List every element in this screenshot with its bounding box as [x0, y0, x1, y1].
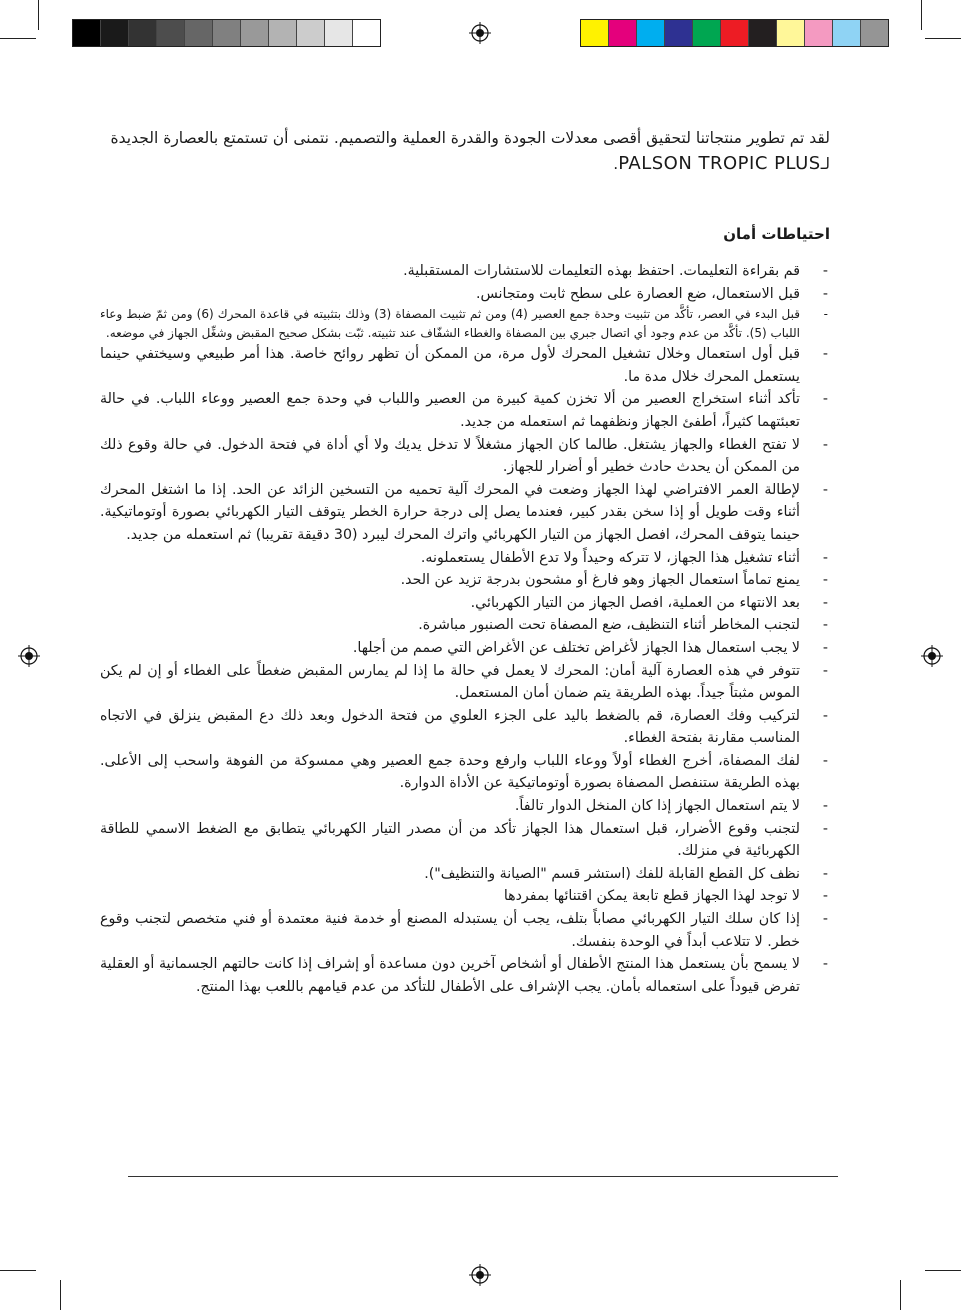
color-swatch: [665, 20, 693, 46]
registration-target-icon: [921, 645, 943, 667]
list-item: - أثناء تشغيل هذا الجهاز، لا تتركه وحيداً ولا تدع الأطفال يستعملونه.: [100, 547, 830, 570]
intro-paragraph: [100, 125, 830, 177]
list-item: - تأكد أثناء استخراج العصير من ألا تخزن كمية كبيرة من العصير واللباب في وحدة جمع العصير ووعاء اللباب. في حالة تعبئتهما كثيراً، أطفئ الجهاز ونظفهما ثم استعمله من جديد.: [100, 388, 830, 433]
gray-swatch: [73, 20, 101, 46]
gray-swatch: [241, 20, 269, 46]
list-item: - تتوفر في هذه العصارة آلية أمان: المحرك لا يعمل في حالة ما إذا لم يمارس المقبض ضغطاً على الغطاء أو إن لم يكن الموس مثبتاً جيداً. بهذه الطريقة يتم ضمان أمان المستعمل.: [100, 660, 830, 705]
gray-swatch: [269, 20, 297, 46]
list-item: - قم بقراءة التعليمات. احتفظ بهذه التعليمات للاستشارات المستقبلية.: [100, 260, 830, 283]
list-item: - قبل الاستعمال، ضع العصارة على سطح ثابت ومتجانس.: [100, 283, 830, 306]
gray-swatch: [101, 20, 129, 46]
list-item: - يمنع تماماً استعمال الجهاز وهو فارغ أو مشحون بدرجة تزيد عن الحد.: [100, 569, 830, 592]
gray-swatch: [325, 20, 353, 46]
gray-swatch: [353, 20, 380, 46]
crop-mark: [0, 1270, 36, 1271]
color-swatch: [693, 20, 721, 46]
gray-swatch: [213, 20, 241, 46]
process-color-bar: [580, 19, 889, 47]
registration-target-icon: [18, 645, 40, 667]
color-swatch: [637, 20, 665, 46]
list-item: - لتركيب وفك العصارة، قم بالضغط باليد على الجزء العلوي من فتحة الدخول وبعد ذلك دع المقبض ينزلق في الاتجاه المناسب مقارنة بفتحة الغطاء.: [100, 705, 830, 750]
color-swatch: [861, 20, 888, 46]
bottom-divider: [128, 1176, 838, 1177]
list-item: - لا يسمح بأن يستعمل هذا المنتج الأطفال أو أشخاص آخرين دون مساعدة أو إشراف إذا كانت حالتهم الجسمانية أو العقلية تفرض قيوداً على استعماله بأمان. يجب الإشراف على الأطفال للتأكد من عدم قيامهم باللعب بهذا المنتج.: [100, 953, 830, 998]
color-swatch: [609, 20, 637, 46]
color-swatch: [721, 20, 749, 46]
registration-target-icon: [469, 1264, 491, 1286]
list-item: - لتجنب المخاطر أثناء التنظيف، ضع المصفاة تحت الصنبور مباشرة.: [100, 614, 830, 637]
crop-mark: [925, 38, 961, 39]
color-swatch: [833, 20, 861, 46]
color-swatch: [805, 20, 833, 46]
list-item: - لفك المصفاة، أخرج الغطاء أولاً ووعاء اللباب وارفع وحدة جمع العصير وهي ممسوكة من الفوهة واسحب إلى الأعلى. بهذه الطريقة ستنفصل المصفاة بصورة أوتوماتيكية عن الأداة الدوارة.: [100, 750, 830, 795]
crop-mark: [38, 0, 39, 30]
color-swatch: [581, 20, 609, 46]
crop-mark: [60, 1280, 61, 1310]
list-item: - نظف كل القطع القابلة للفك (استشر قسم "الصيانة والتنظيف").: [100, 863, 830, 886]
color-swatch: [749, 20, 777, 46]
list-item: - لا تفتح الغطاء والجهاز يشتغل. طالما كان الجهاز مشغلاً لا تدخل يديك ولا أي أداة في فتحة الدخول. في حالة وقوع ذلك من الممكن أن يحدث حادث خطير أو أضرار للجهاز.: [100, 434, 830, 479]
list-item: - بعد الانتهاء من العملية، افصل الجهاز من التيار الكهربائي.: [100, 592, 830, 615]
document-page: [100, 125, 830, 995]
list-item: - لا يجب استعمال هذا الجهاز لأغراض تختلف عن الأغراض التي صمم من أجلها.: [100, 637, 830, 660]
list-item: - إذا كان سلك التيار الكهربائي مصاباً بتلف، يجب أن يستبدله المصنع أو خدمة فنية معتمدة أو فني متخصص لتجنب وقوع خطر. لا تتلاعب أبداً في الوحدة بنفسك.: [100, 908, 830, 953]
crop-mark: [900, 1280, 901, 1310]
list-item: - لإطالة العمر الافتراضي لهذا الجهاز وضعت في المحرك آلية تحميه من التسخين الزائد عن الحد. إذا ما اشتغل المحرك أثناء وقت طويل أو إذا سخن بقدر كبير، فعندما يصل إلى درجة حرارة الخطر يتوقف التيار الكهربائي بصورة أوتوماتيكية. حينما يتوقف المحرك، افصل الجهاز من التيار الكهربائي واترك المحرك ليبرد (30 دقيقة تقريبا) ثم استعمله من جديد.: [100, 479, 830, 547]
color-swatch: [777, 20, 805, 46]
list-item: - لا توجد لهذا الجهاز قطع تابعة يمكن اقتنائها بمفردها: [100, 885, 830, 908]
list-item: - لتجنب وقوع الأضرار، قبل استعمال هذا الجهاز تأكد من أن مصدر التيار الكهربائي يتطابق مع الضغط الاسمي للطاقة الكهربائية في منزلك.: [100, 818, 830, 863]
grayscale-color-bar: [72, 19, 381, 47]
gray-swatch: [297, 20, 325, 46]
gray-swatch: [129, 20, 157, 46]
gray-swatch: [185, 20, 213, 46]
crop-mark: [925, 1270, 961, 1271]
safety-precautions-list: [100, 260, 830, 998]
registration-target-icon: [469, 22, 491, 44]
list-item: - قبل البدء في العصر، تأكَّد من تثبيت وحدة جمع العصير (4) ومن ثم تثبيت المصفاة (3) وذلك بتثبيته في قاعدة المحرك (6) ومن ثمّ ضبط وعاء اللباب (5). تأكَّد من عدم وجود أي اتصال جبري بين المصفاة والغطاء الشفّاف عند تثبيته. ثبّت بشكل صحيح المقبض وشغِّل الجهاز في موضعه.: [100, 305, 830, 343]
section-heading: احتياطات أمان: [723, 225, 830, 243]
brand-suffix: .: [613, 155, 619, 173]
crop-mark: [0, 38, 36, 39]
list-item: - لا يتم استعمال الجهاز إذا كان المنخل الدوار تالفاً.: [100, 795, 830, 818]
crop-mark: [921, 0, 922, 30]
brand-prefix: لـ: [820, 155, 830, 173]
brand-name: PALSON TROPIC PLUS: [618, 153, 821, 174]
list-item: - قبل أول استعمال وخلال تشغيل المحرك لأول مرة، من الممكن أن تظهر روائح خاصة. هذا أمر طبيعي وسيختفي حينما يستعمل المحرك خلال مدة ما.: [100, 343, 830, 388]
intro-text: لقد تم تطوير منتجاتنا لتحقيق أقصى معدلات الجودة والقدرة العملية والتصميم. نتمنى أن تستمتع بالعصارة الجديدة: [110, 129, 830, 147]
gray-swatch: [157, 20, 185, 46]
